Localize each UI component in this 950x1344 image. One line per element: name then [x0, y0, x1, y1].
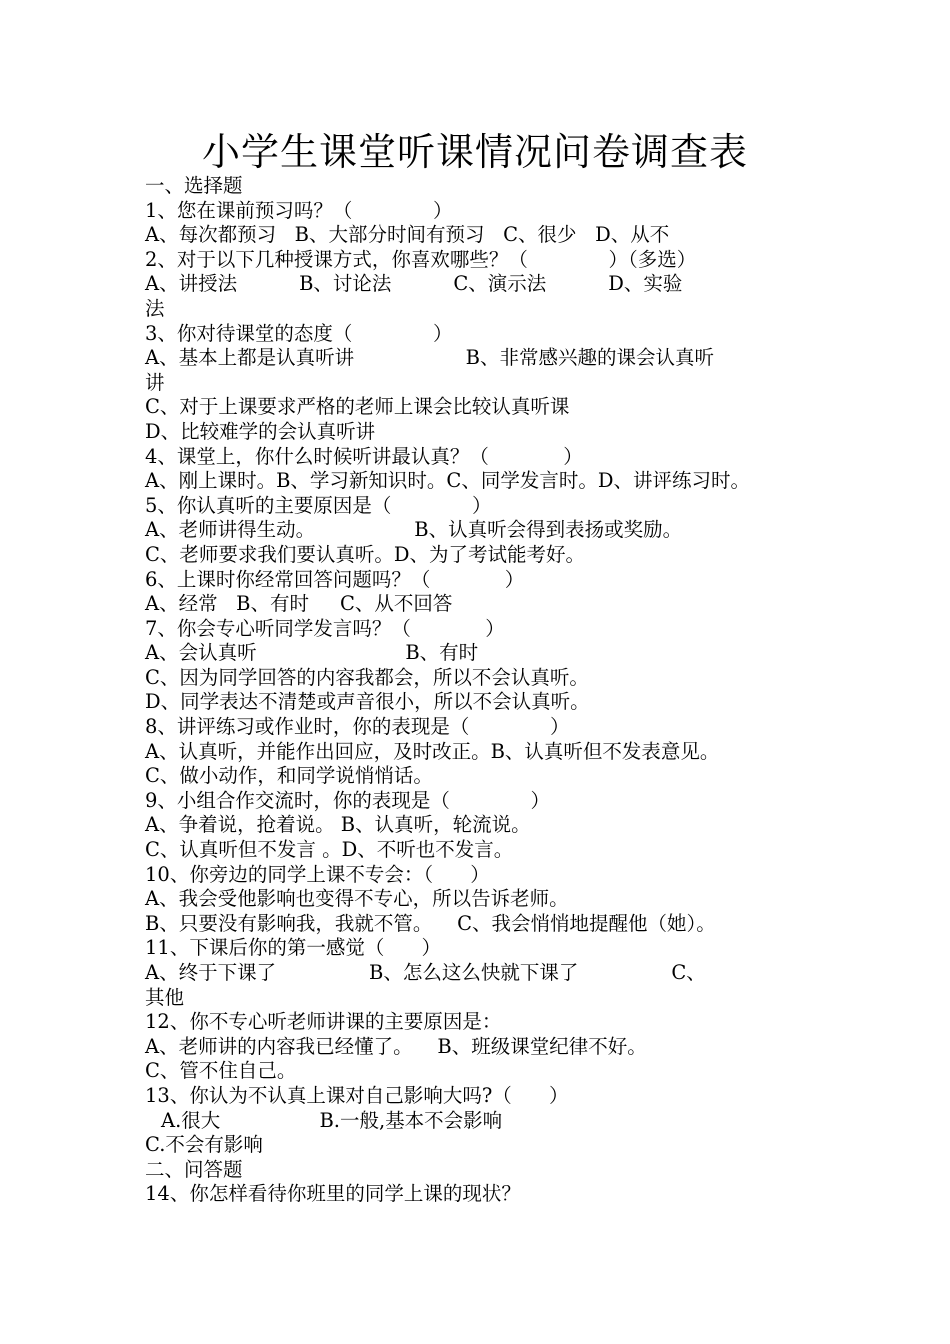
question-7-options: A、会认真听 B、有时 — [145, 641, 479, 665]
question-4: 4、课堂上，你什么时候听讲最认真？（ ） — [145, 444, 583, 468]
question-1: 1、您在课前预习吗？（ ） — [145, 198, 453, 222]
question-2-options: A、讲授法 B、讨论法 C、演示法 D、实验 — [145, 272, 683, 296]
question-10-option-a: A、我会受他影响也变得不专心，所以告诉老师。 — [145, 887, 569, 911]
question-12-options: A、老师讲的内容我已经懂了。 B、班级课堂纪律不好。 — [145, 1034, 647, 1058]
question-10: 10、你旁边的同学上课不专会：（ ） — [145, 862, 490, 886]
question-5-options-cont: C、老师要求我们要认真听。D、为了考试能考好。 — [145, 542, 586, 566]
question-8-option-c: C、做小动作，和同学说悄悄话。 — [145, 764, 433, 788]
question-11-options-cont: 其他 — [145, 985, 185, 1009]
question-6-options: A、经常 B、有时 C、从不回答 — [145, 592, 453, 616]
section-heading: 一、选择题 — [145, 174, 243, 197]
question-2-options-cont: 法 — [145, 296, 165, 320]
question-3-options-cont: 讲 — [145, 370, 165, 394]
questionnaire-body — [145, 174, 815, 1207]
question-8-options: A、认真听，并能作出回应，及时改正。B、认真听但不发表意见。 — [145, 739, 720, 763]
question-10-options-bc: B、只要没有影响我，我就不管。 C、我会悄悄地提醒他（她）。 — [145, 911, 716, 935]
section-heading-2: 二、问答题 — [145, 1157, 243, 1181]
question-14: 14、你怎样看待你班里的同学上课的现状？ — [145, 1182, 521, 1206]
question-11: 11、下课后你的第一感觉（ ） — [145, 936, 442, 960]
question-7-option-d: D、同学表达不清楚或声音很小，所以不会认真听。 — [145, 690, 590, 714]
question-6: 6、上课时你经常回答问题吗？（ ） — [145, 567, 525, 591]
question-8: 8、讲评练习或作业时，你的表现是（ ） — [145, 715, 570, 739]
question-7: 7、你会专心听同学发言吗？（ ） — [145, 616, 505, 640]
question-13-option-c: C.不会有影响 — [145, 1133, 263, 1157]
question-2: 2、对于以下几种授课方式，你喜欢哪些？（ ）（多选） — [145, 247, 697, 271]
question-12-option-c: C、管不住自己。 — [145, 1059, 297, 1083]
question-4-options: A、刚上课时。B、学习新知识时。C、同学发言时。D、讲评练习时。 — [145, 469, 750, 493]
question-3: 3、你对待课堂的态度（ ） — [145, 321, 453, 345]
question-1-options: A、每次都预习 B、大部分时间有预习 C、很少 D、从不 — [145, 223, 670, 247]
question-3-option-c: C、对于上课要求严格的老师上课会比较认真听课 — [145, 395, 570, 419]
document-title: 小学生课堂听课情况问卷调查表 — [201, 130, 748, 174]
question-9-options: A、争着说，抢着说。 B、认真听，轮流说。 — [145, 813, 531, 837]
question-13: 13、你认为不认真上课对自己影响大吗?（ ） — [145, 1083, 569, 1107]
question-13-options: A.很大 B.一般,基本不会影响 — [161, 1108, 503, 1132]
question-5-options: A、老师讲得生动。 B、认真听会得到表扬或奖励。 — [145, 518, 683, 542]
question-11-options: A、终于下课了 B、怎么这么快就下课了 C、 — [145, 961, 706, 984]
question-9: 9、小组合作交流时，你的表现是（ ） — [145, 788, 550, 812]
question-3-option-d: D、比较难学的会认真听讲 — [145, 419, 376, 443]
question-12: 12、你不专心听老师讲课的主要原因是： — [145, 1010, 502, 1034]
question-7-option-c: C、因为同学回答的内容我都会，所以不会认真听。 — [145, 665, 589, 689]
question-3-options: A、基本上都是认真听讲 B、非常感兴趣的课会认真听 — [145, 346, 714, 370]
question-9-options-cont: C、认真听但不发言 。D、不听也不发言。 — [145, 838, 514, 862]
question-5: 5、你认真听的主要原因是（ ） — [145, 493, 492, 517]
